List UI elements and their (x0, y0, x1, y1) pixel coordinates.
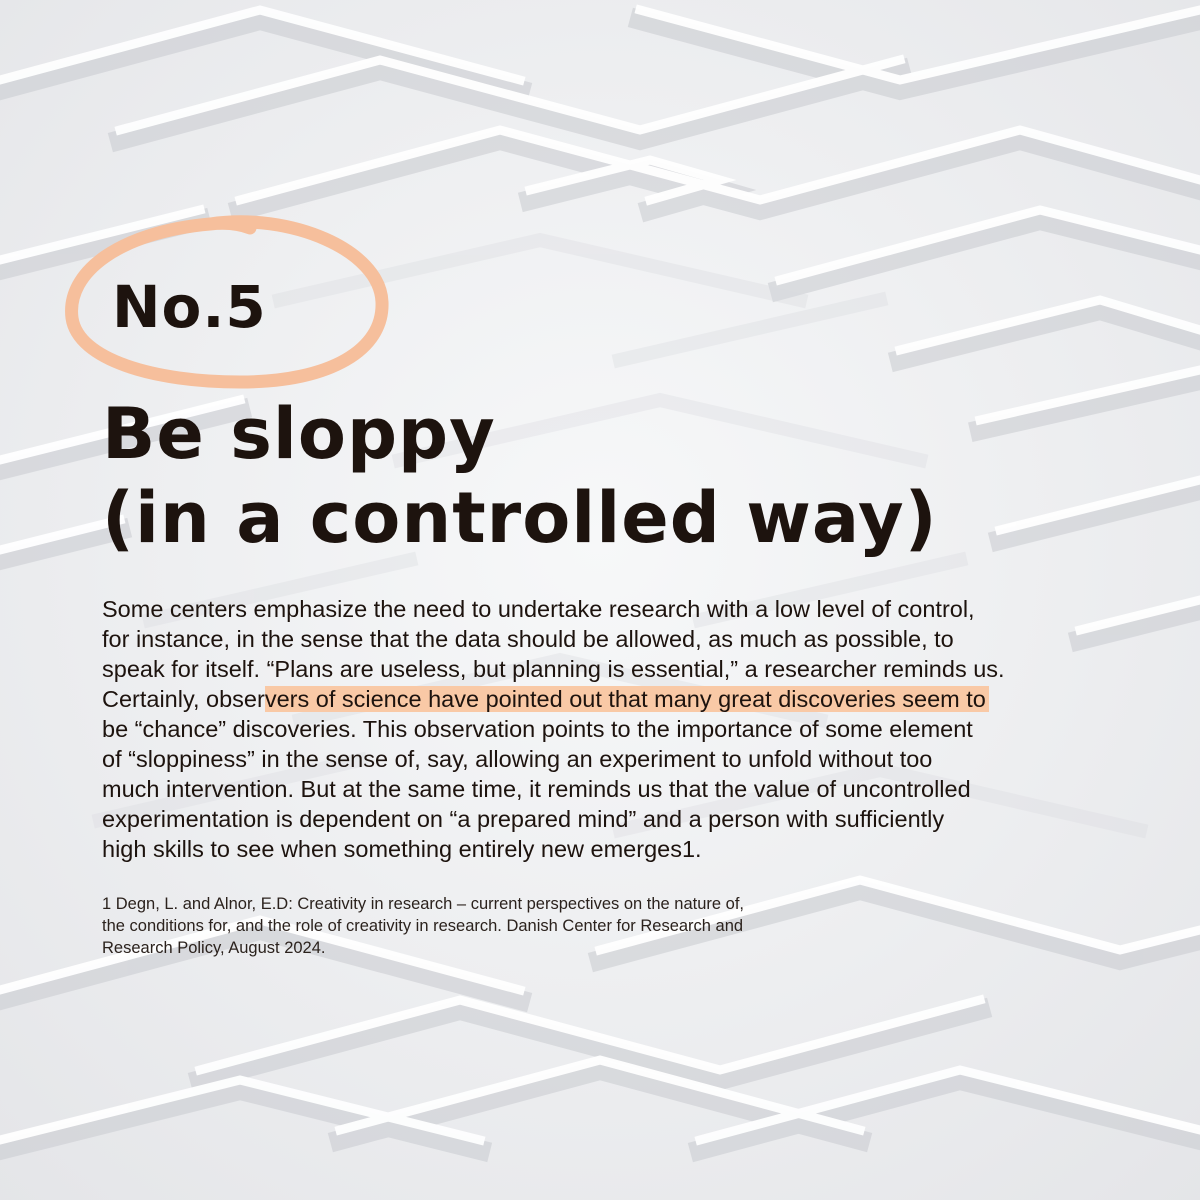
body-line: high skills to see when something entirely new emerges1. (102, 836, 702, 862)
body-paragraph (102, 594, 1102, 864)
footnote-line: the conditions for, and the role of creativity in research. Danish Center for Research and (102, 917, 744, 935)
footnote-line: Research Policy, August 2024. (102, 939, 326, 957)
footnote (102, 893, 744, 959)
headline-line-2: (in a controlled way) (102, 477, 938, 559)
headline (102, 392, 938, 560)
body-line: Some centers emphasize the need to undertake research with a low level of control, (102, 596, 975, 622)
body-line: of “sloppiness” in the sense of, say, allowing an experiment to unfold without too (102, 746, 933, 772)
body-line: speak for itself. “Plans are useless, but planning is essential,” a researcher reminds us. (102, 656, 1005, 682)
highlighted-phrase: vers of science have pointed out that many great discoveries seem to (265, 686, 989, 712)
footnote-line: 1 Degn, L. and Alnor, E.D: Creativity in research – current perspectives on the nature of, (102, 895, 745, 913)
body-line: experimentation is dependent on “a prepared mind” and a person with sufficiently (102, 806, 945, 832)
body-line: much intervention. But at the same time, it reminds us that the value of uncontrolled (102, 776, 971, 802)
number-label: No.5 (112, 273, 267, 341)
body-line-start: Certainly, obser (102, 686, 265, 712)
headline-line-1: Be sloppy (102, 393, 496, 475)
body-line: for instance, in the sense that the data should be allowed, as much as possible, to (102, 626, 954, 652)
body-line-highlighted (102, 684, 1102, 714)
number-badge (60, 210, 390, 390)
body-line: be “chance” discoveries. This observation points to the importance of some element (102, 716, 973, 742)
